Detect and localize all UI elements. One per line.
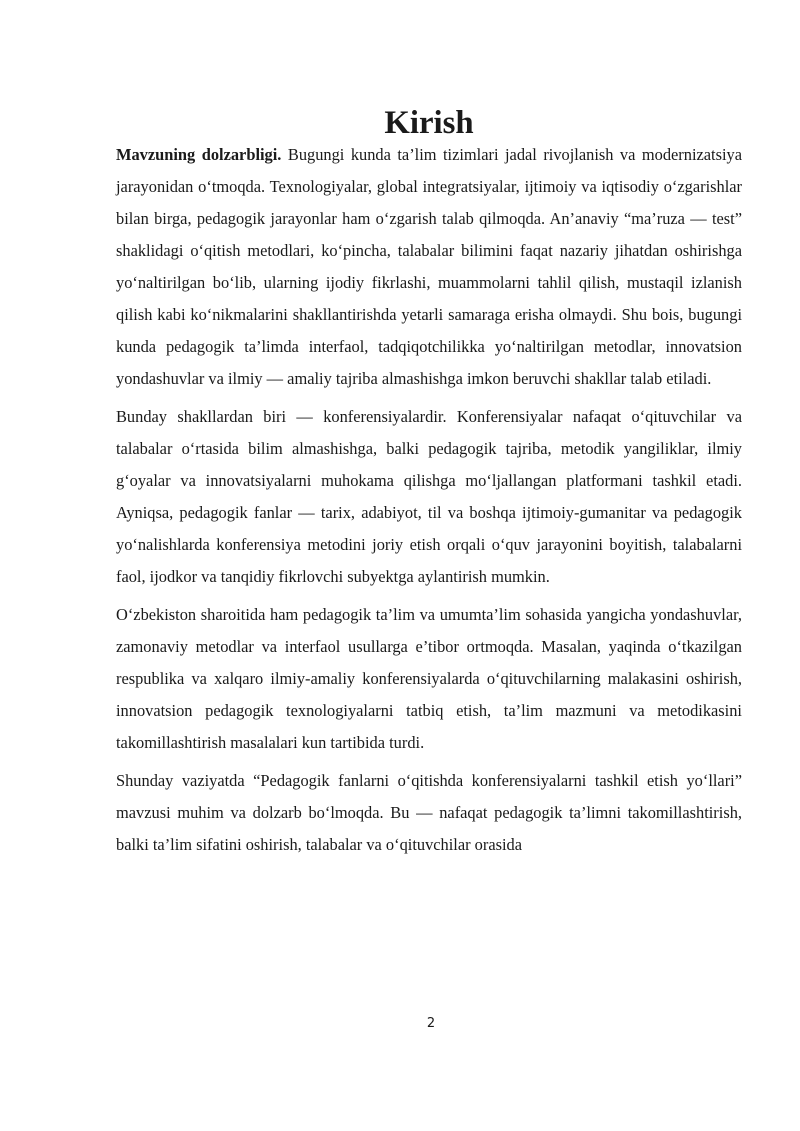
section-heading: Kirish: [384, 105, 474, 141]
page-number: 2: [426, 1016, 436, 1031]
paragraph-relevance: [116, 139, 742, 395]
paragraph-conferences: Bunday shakllardan biri — konferensiyalardir. Konferensiyalar nafaqat o‘qituvchilar va talabalar o‘rtasida bilim almashishga, balki pedagogik tajriba, metodik yangiliklar, ilmiy g‘oyalar va innovatsiyalarni muhokama qilishga mo‘ljallangan platformani tashkil etadi. Ayniqsa, pedagogik fanlar — tarix, adabiyot, til va boshqa ijtimoiy-gumanitar va pedagogik yo‘nalishlarda konferensiya metodini joriy etish orqali o‘quv jarayonini boyitish, talabalarni faol, ijodkor va tanqidiy fikrlovchi subyektga aylantirish mumkin.: [116, 407, 742, 586]
paragraph-lead: Mavzuning dolzarbligi.: [116, 145, 282, 164]
paragraph-topic: Shunday vaziyatda “Pedagogik fanlarni o‘qitishda konferensiyalarni tashkil etish yo‘llari” mavzusi muhim va dolzarb bo‘lmoqda. Bu — nafaqat pedagogik ta’limni takomillashtirish, balki ta’lim sifatini oshirish, talabalar va o‘qituvchilar orasida: [116, 771, 742, 854]
paragraph-uzbekistan: O‘zbekiston sharoitida ham pedagogik ta’lim va umumta’lim sohasida yangicha yondashuvlar, zamonaviy metodlar va interfaol usullarga e’tibor ortmoqda. Masalan, yaqinda o‘tkazilgan respublika va xalqaro ilmiy-amaliy konferensiyalarda o‘qituvchilarning malakasini oshirish, innovatsion pedagogik texnologiyalarni tatbiq etish, ta’lim mazmuni va metodikasini takomillashtirish masalalari kun tartibida turdi.: [116, 605, 742, 752]
page-body: [116, 105, 743, 867]
paragraph-text: Bugungi kunda ta’lim tizimlari jadal rivojlanish va modernizatsiya jarayonidan o‘tmoqda. Texnologiyalar, global integratsiyalar, ijtimoiy va iqtisodiy o‘zgarishlar bilan birga, pedagogik jarayonlar ham o‘zgarish talab qilmoqda. An’anaviy “ma’ruza — test” shaklidagi o‘qitish metodlari, ko‘pincha, talabalar bilimini faqat nazariy jihatdan oshirishga yo‘naltirilgan bo‘lib, ularning ijodiy fikrlashi, muammolarni tahlil qilish, mustaqil izlanish qilish kabi ko‘nikmalarini shakllantirishda yetarli samaraga erisha olmaydi. Shu bois, bugungi kunda pedagogik ta’limda interfaol, tadqiqotchilikka yo‘naltirilgan metodlar, innovatsion yondashuvlar va ilmiy — amaliy tajriba almashishga imkon beruvchi shakllar talab etiladi.: [116, 145, 743, 388]
